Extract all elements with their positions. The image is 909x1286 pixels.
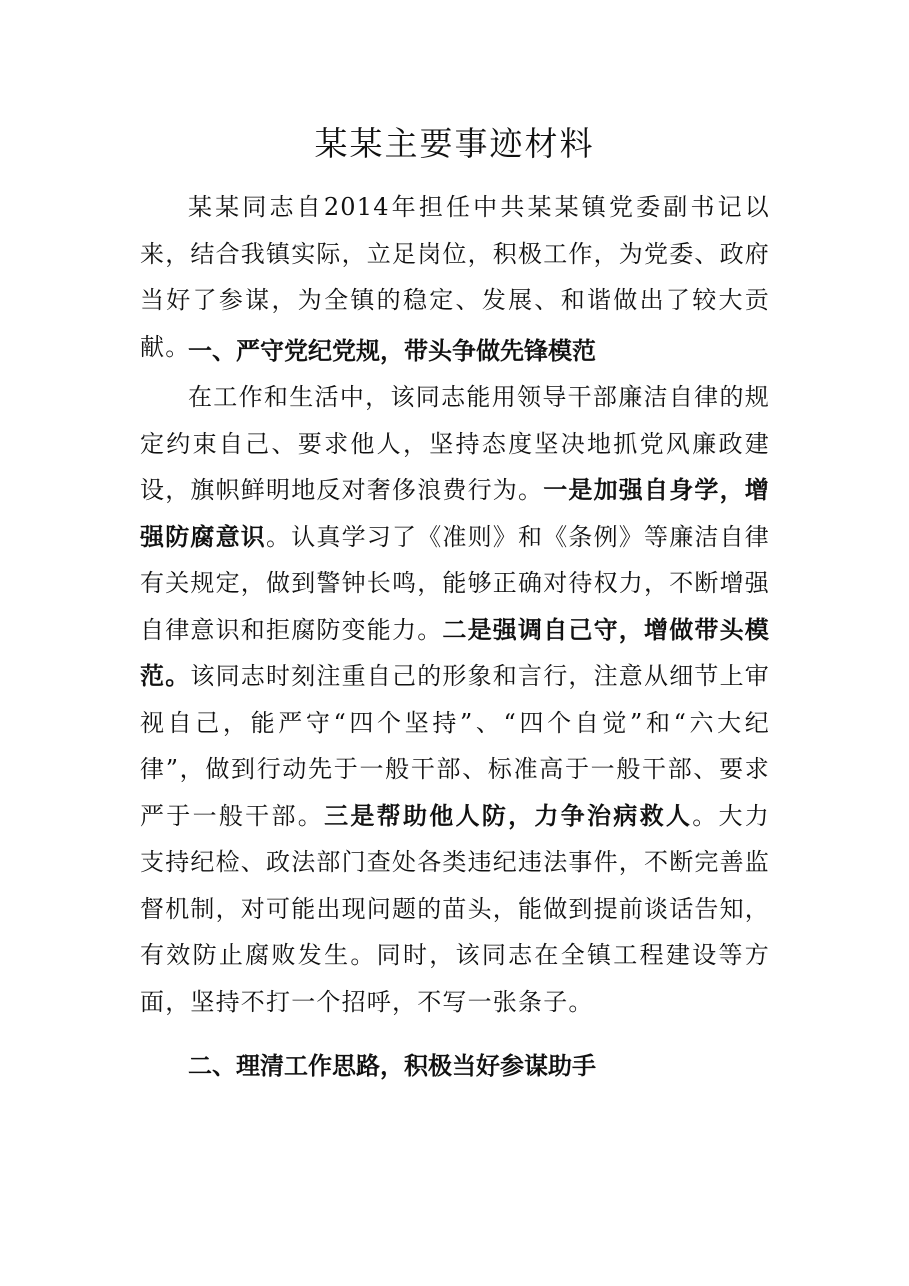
bold-point-1: 一是加强自身学，增强防腐意识	[140, 475, 771, 551]
document-title: 某某主要事迹材料	[314, 124, 595, 163]
section-1-heading: 一、严守党纪党规，带头争做先锋模范	[188, 337, 596, 365]
paragraph-text: 。认真学习了《准则》和《条例》等廉洁自律有关规定，做到警钟长鸣，能够正确对待权力，不断增强自律意识和拒腐防变能力。	[140, 522, 770, 644]
paragraph-text: 该同志时刻注重自己的形象和言行，注意从细节上审视自己，能严守“四个坚持”、“四个自觉”和“六大纪律”，做到行动先于一般干部、标准高于一般干部、要求严于一般干部。	[140, 662, 771, 830]
paragraph-text: 在工作和生活中，该同志能用领导干部廉洁自律的规定约束自己、要求他人，坚持态度坚决地抓党风廉政建设，旗帜鲜明地反对奢侈浪费行为。	[140, 383, 770, 504]
section-2-heading: 二、理清工作思路，积极当好参谋助手	[188, 1052, 596, 1080]
intro-paragraph: 某某同志自2014年担任中共某某镇党委副书记以来，结合我镇实际，立足岗位，积极工作，为党委、政府当好了参谋，为全镇的稳定、发展、和谐做出了较大贡献。	[140, 193, 770, 361]
paragraph-text: 。大力支持纪检、政法部门查处各类违纪违法事件，不断完善监督机制，对可能出现问题的苗头，能做到提前谈话告知，有效防止腐败发生。同时，该同志在全镇工程建设等方面，坚持不打一个招呼，不写一张条子。	[140, 801, 770, 1016]
bold-point-2: 二是强调自己守，增做带头模范。	[140, 614, 771, 690]
section-1-paragraph	[140, 374, 770, 1025]
bold-point-3: 三是帮助他人防，力争治病救人	[324, 800, 693, 830]
